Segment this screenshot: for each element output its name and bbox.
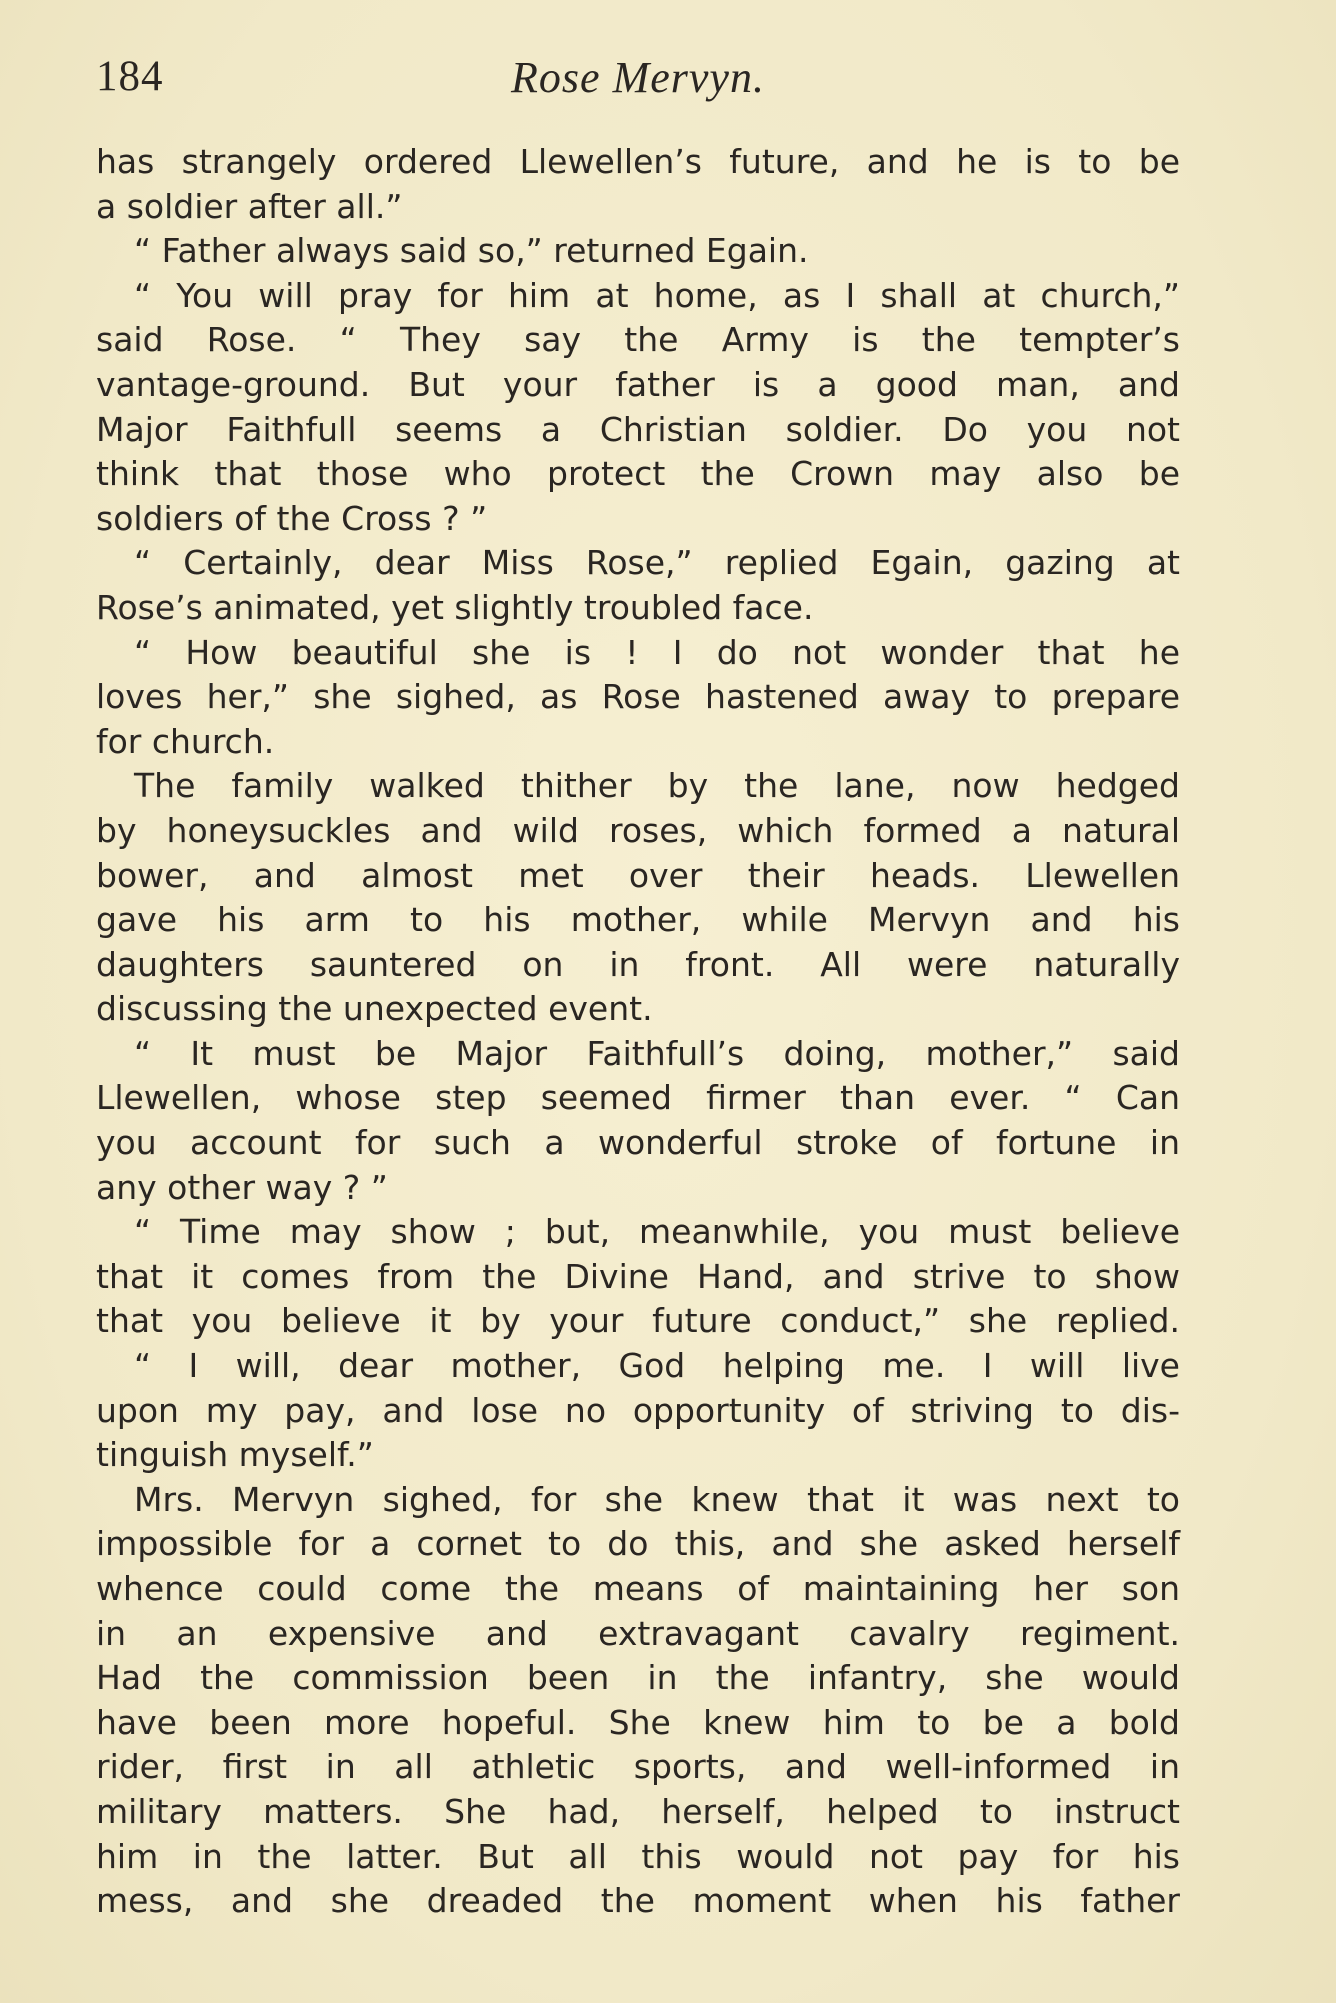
text-line: mess, and she dreaded the moment when his father <box>96 1881 1180 1921</box>
text-line: Mrs. Mervyn sighed, for she knew that it was next to <box>134 1479 1180 1519</box>
text-line: whence could come the means of maintaining her son <box>96 1569 1180 1608</box>
text-line: tinguish myself.” <box>96 1435 374 1475</box>
text-line: said Rose. “ They say the Army is the tempter’s <box>96 320 1180 360</box>
text-line: Llewellen, whose step seemed firmer than ever. “ Can <box>96 1078 1180 1118</box>
text-line: Had the commission been in the infantry, she would <box>96 1658 1180 1698</box>
text-line: “ I will, dear mother, God helping me. I will live <box>134 1346 1180 1386</box>
text-line: “ It must be Major Faithfull’s doing, mother,” said <box>134 1033 1180 1073</box>
text-line: loves her,” she sighed, as Rose hastened away to prepare <box>96 677 1180 717</box>
text-line: daughters sauntered on in front. All were naturally <box>96 944 1180 984</box>
text-line: The family walked thither by the lane, now hedged <box>134 766 1180 806</box>
text-line: has strangely ordered Llewellen’s future, and he is to be <box>96 142 1180 181</box>
text-line: bower, and almost met over their heads. Llewellen <box>96 855 1180 895</box>
text-line: “ You will pray for him at home, as I shall at church,” <box>134 275 1180 315</box>
text-line: think that those who protect the Crown may also be <box>96 454 1180 494</box>
text-line: have been more hopeful. She knew him to be a bold <box>96 1702 1180 1742</box>
text-line: any other way ? ” <box>96 1167 388 1207</box>
text-line: in an expensive and extravagant cavalry regiment. <box>96 1613 1180 1653</box>
text-line: for church. <box>96 721 275 761</box>
text-line: “ Time may show ; but, meanwhile, you must believe <box>134 1212 1180 1252</box>
text-line: rider, first in all athletic sports, and well-informed in <box>96 1747 1180 1787</box>
text-line: impossible for a cornet to do this, and she asked herself <box>96 1524 1180 1564</box>
text-line: “ Certainly, dear Miss Rose,” replied Egain, gazing at <box>134 543 1180 583</box>
text-line: “ Father always said so,” returned Egain. <box>134 231 809 271</box>
running-head <box>96 52 1180 112</box>
text-line: that you believe it by your future conduct,” she replied. <box>96 1301 1180 1341</box>
text-line: upon my pay, and lose no opportunity of striving to dis- <box>96 1390 1180 1430</box>
text-line: by honeysuckles and wild roses, which formed a natural <box>96 810 1180 850</box>
page-number: 184 <box>96 53 164 100</box>
text-line: a soldier after all.” <box>96 186 403 226</box>
text-line: him in the latter. But all this would not pay for his <box>96 1836 1180 1876</box>
text-line: that it comes from the Divine Hand, and strive to show <box>96 1256 1180 1296</box>
text-line: military matters. She had, herself, helped to instruct <box>96 1791 1180 1831</box>
body-text <box>96 140 1180 1924</box>
text-line: “ How beautiful she is ! I do not wonder that he <box>134 632 1180 672</box>
text-line: Major Faithfull seems a Christian soldier. Do you not <box>96 409 1180 449</box>
text-line: gave his arm to his mother, while Mervyn and his <box>96 900 1180 940</box>
text-line: discussing the unexpected event. <box>96 989 653 1029</box>
text-line: you account for such a wonderful stroke of fortune in <box>96 1123 1180 1163</box>
text-line: Rose’s animated, yet slightly troubled face. <box>96 587 814 627</box>
running-title: Rose Mervyn. <box>511 53 765 102</box>
text-line: soldiers of the Cross ? ” <box>96 498 488 538</box>
text-line: vantage-ground. But your father is a good man, and <box>96 364 1180 404</box>
